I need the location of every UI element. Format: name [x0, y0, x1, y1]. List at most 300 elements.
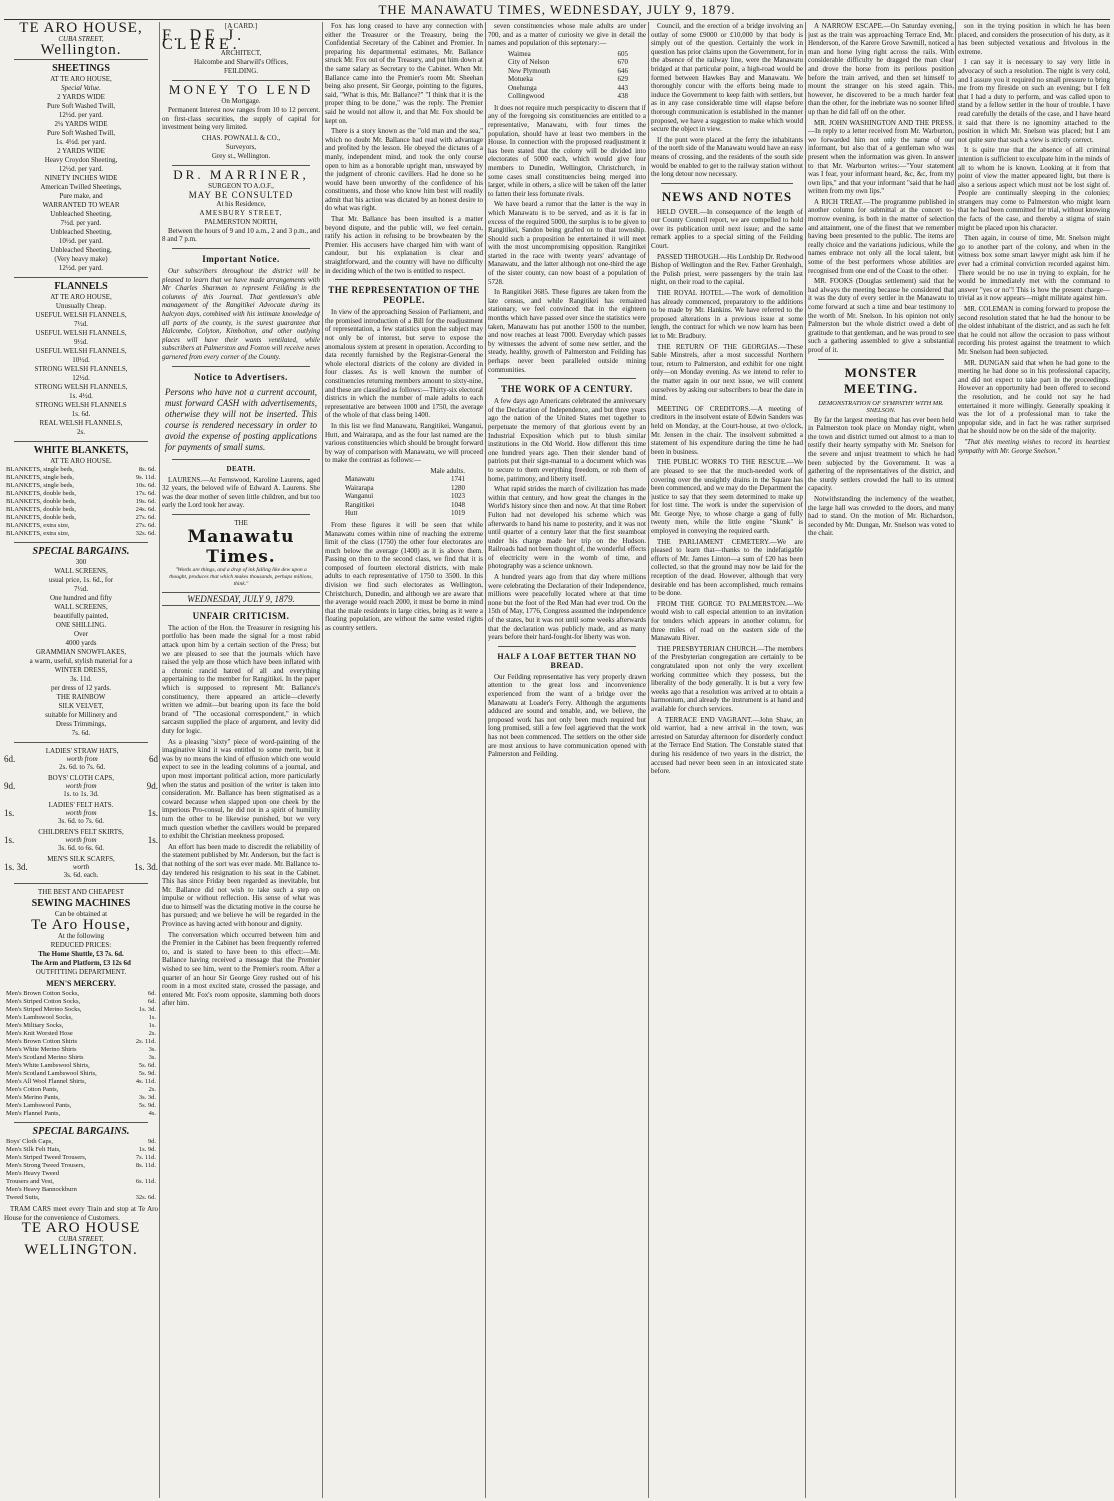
item-name: BLANKETS, single beds, [6, 466, 74, 473]
price-row [4, 1038, 158, 1046]
news-item: PASSED THROUGH.—His Lordship Dr. Redwood Bishop of Wellington and the Rev. Father Grenhalgh, the Polish priest, were passengers by the train last night, on their road to the capital. [651, 252, 803, 287]
ad-line: USEFUL WELSH FLANNELS, [35, 311, 127, 319]
price-desc [28, 855, 134, 879]
money-sub: On Mortgage. [221, 97, 261, 105]
ad-line: One hundred and fifty [49, 594, 112, 602]
ad-line: NINETY INCHES WIDE [44, 174, 118, 182]
article-paragraph: son in the trying position in which he has been placed, and considers the prosecution of his duty, as it has been subjected vexatious and frivolous in the extreme. [958, 22, 1110, 56]
item-name: Men's Merino Pants, [6, 1094, 60, 1101]
ad-line: Unusually Cheap. [55, 302, 107, 310]
divider [14, 441, 148, 442]
divider [172, 514, 310, 515]
price-row [4, 1094, 158, 1102]
news-item: MR. JOHN WASHINGTON AND THE PRESS.—In reply to a letter received from Mr. Warburton, we forwarded him not only the name of our informant, but also that of a gentleman who was present when the information was given. In answer to that Mr. Warburton writes:—"Your statement was I fear, your informant heard, &c, &c, from my own lips," and that your informant "said that he had written from my own lips." [808, 118, 954, 196]
price-row [4, 1170, 158, 1178]
editorial-paragraph: The action of the Hon. the Treasurer in resigning his portfolio has been made the signal for a most rabid attack upon him by a certain section of the Press; but we are pleased to see that the journals which have raised the yelp are those which have been inflated with a chronic rancid hatred of all and everything appertaining to the member for Rangitikei. In the paper which is supposed to represent Mr. Ballance's constituency, there appeared an article—cleverly written we admit—but bearing upon its face the bold brand of "The occasional correspondent," in which sarcasm supplied the place of argument, and levity did duty for logic. [162, 623, 320, 735]
ad-line: 2 YARDS WIDE [57, 93, 105, 101]
price-row [4, 1014, 158, 1022]
price-range: 3s. 6d. to 7s. 6d. [58, 817, 104, 825]
price-left: 1s. [4, 808, 15, 818]
table-cell-name: City of Nelson [508, 58, 550, 67]
price-worth: worth from [65, 809, 97, 817]
table-cell-value: 1741 [451, 475, 465, 484]
money-to-lend-ad [162, 82, 320, 161]
machines-line-8: The Arm and Platform, £3 12s 6d [31, 959, 131, 967]
death-notice: LAURENS.—At Fernswood, Karoline Laurens, aged 32 years, the beloved wife of Edward A. Laurens. She was the dear mother of seven little children, and but too early the Lord took her away. [162, 475, 320, 510]
ad-line: GRAMMIAN SNOWFLAKES, [35, 648, 127, 656]
item-price: 2s. [148, 1030, 156, 1037]
column-6 [808, 22, 954, 1498]
item-name: Men's Brown Cotton Socks, [6, 990, 80, 997]
table-cell-value: 1023 [451, 492, 465, 501]
ad-line: 1s. 4½d. per yard. [55, 138, 107, 146]
table-row [345, 501, 465, 510]
article-paragraph: In Rangitikei 3685. These figures are taken from the late census, and while Rangitikei has remained stationary, we feel convinced that in the eighteen months which have passed over since the statistics were taken, Manawatu has put another 1500 to the number, and now reaches at least 7000. Everyday which passes by witnesses the advent of some new settler, and the steady, healthy, growth of Palmerston and Feilding has perhaps never been paralleled outside mining communities. [488, 288, 646, 374]
ad-line: 7½d. per yard. [60, 219, 102, 227]
ad-line: Dress Trimmings, [55, 720, 107, 728]
divider [335, 279, 473, 280]
divider [14, 59, 148, 60]
price-left: 9d. [4, 781, 16, 791]
price-desc [14, 801, 147, 825]
card-label: [A CARD.] [224, 22, 258, 30]
news-item: THE RETURN OF THE GEORGIAS.—These Sable Minstrels, after a most successful Northern tour, return to Palmerston, and exhibit for one night only—on Monday evening. As we intend to refer to the matter again in our next issue, we will content ourselves by asking our subscribers to bear the date in mind. [651, 342, 803, 403]
price-name: LADIES' FELT HATS. [48, 801, 114, 809]
sheetings-title: SHEETINGS [52, 63, 110, 74]
flag-the: THE [234, 518, 248, 527]
newspaper-flag [162, 519, 320, 588]
item-price: 3s. [148, 1046, 156, 1053]
price-desc [14, 828, 147, 852]
item-name: Men's Brown Cotton Shirts [6, 1038, 78, 1045]
table-cell-name: Rangitikei [345, 500, 375, 509]
hat-price-row [4, 801, 158, 825]
item-name: Men's Lambswool Socks, [6, 1014, 73, 1021]
ad-line: ONE SHILLING. [55, 621, 107, 629]
ad-line: per dress of 12 yards. [50, 684, 112, 692]
price-row [4, 1078, 158, 1086]
ad-line: WALL SCREENS, [54, 603, 108, 611]
price-right: 1s. [147, 835, 158, 845]
news-item: THE PUBLIC WORKS TO THE RESCUE.—We are pleased to see that the much-needed work of covering over the unsightly drains in the Square has been commenced, and we may do the Department the justice to say that they seem determined to make up for lost time. The work is under the supervision of Mr. George Nye, to whose charge a gang of fully twenty men, while the little engine "Skunk" is employed in conveying the required earth. [651, 458, 803, 536]
item-name: BLANKETS, extra size, [6, 522, 70, 529]
ad-line: Pure Soft Washed Twill, [47, 102, 115, 110]
item-price: 9d. [147, 1138, 156, 1145]
tram-notice: TRAM CARS meet every Train and stop at Te Aro House for the convenience of Customers. [4, 1205, 158, 1222]
item-name: Men's Lambswool Pants, [6, 1102, 72, 1109]
price-name: BOYS' CLOTH CAPS, [47, 774, 115, 782]
price-desc [15, 747, 149, 771]
doctor-town: PALMERSTON NORTH, [204, 217, 278, 226]
te-aro-house-header [4, 22, 158, 58]
item-name: BLANKETS, double beds, [6, 490, 77, 497]
item-price: 10s. 6d. [135, 482, 156, 489]
item-price: 7s. 11d. [135, 1154, 156, 1161]
divider [818, 359, 944, 360]
money-address: Grey st., Wellington. [211, 151, 271, 160]
ad-line: Pure Soft Washed Twill, [47, 129, 115, 137]
article-paragraph: There is a story known as the "old man and the sea," which no doubt Mr. Ballance had read with advantage and profited by the lesson. He obeyed the dictates of a manly, independent mind, and took the only course open to him as a honorable upright man, unswayed by the judgment of chronic cavillers. Had he done so he would have been unworthy of the confidence of his constituents, and those who know him best will readily admit that his action was dictated by an honest desire to do what was right. [325, 127, 483, 213]
ad-line: Unbleached Sheeting, [50, 246, 112, 254]
item-name: BLANKETS, double beds, [6, 506, 77, 513]
ad-line: USEFUL WELSH FLANNELS, [35, 329, 127, 337]
table-row [345, 484, 465, 493]
table-row [508, 75, 628, 84]
table-row [345, 492, 465, 501]
price-row [4, 474, 158, 482]
ad-line: a warm, useful, stylish material for a [29, 657, 133, 665]
representation-title: THE REPRESENTATION OF THE PEOPLE. [328, 285, 480, 306]
item-name: Men's Strong Tweed Trousers, [6, 1162, 85, 1169]
article-paragraph: From these figures it will be seen that while Manawatu comes within nine of reaching the extreme limit of the class (1750) the other four electorates are much below the average (1400) as it is above them. Passing on then to the second class, we find that it is composed of fourteen electoral districts, with male adults to each representative of 1750 to 3500. In this division we find such electorates as Wellington, Christchurch, Dunedin, and although we are aware that the average would reach 2000, it must be borne in mind that the male residents in large cities, being as it were a floating population, are without the same vested rights as country settlers. [325, 520, 483, 633]
price-row [4, 1186, 158, 1194]
price-row [4, 1194, 158, 1202]
card-address: Halcombe and Sharwill's Offices, [193, 58, 289, 66]
table-cell-name: Onehunga [508, 83, 537, 92]
table-row [508, 84, 628, 93]
column-rule [485, 22, 486, 1498]
doctor-street: AMESBURY STREET, [199, 208, 283, 217]
item-name: Men's Striped Merino Socks, [6, 1006, 82, 1013]
price-row [4, 1102, 158, 1110]
table-cell-value: 646 [617, 66, 628, 75]
table-row [508, 58, 628, 67]
article-paragraph: That Mr. Ballance has been insulted is a matter beyond dispute, and the public will, we feel certain, ratify his action in refusing to be browbeaten by the Premier. His accusers have charged him with want of candour, but his explanation is clear and straightforward, and the country will have no difficulty in deciding which of the two is entitled to respect. [325, 215, 483, 275]
flag-motto: "Words are things, and a drop of ink falling like dew upon a thought, produces that which makes thousands, perhaps millions, think." [169, 566, 313, 587]
price-range: 1s. to 1s. 3d. [63, 790, 99, 798]
news-item: A RICH TREAT.—The programme published in another column for submittal at the concert to-morrow evening, is both in the matter of selection and attainment, one of the finest that we remember having been presented to the public. The items are really choice and the variations judicious, while the names embrace not only all the local talent, but some of the best performers whose abilities are recognised from one end of the Coast to the other. [808, 197, 954, 275]
card-name: F. DE J. CLERE. [162, 27, 246, 53]
ad-line: Pure make, and [59, 192, 103, 200]
ad-line: Unbleached Sheeting, [50, 210, 112, 218]
price-right: 1s. [147, 808, 158, 818]
price-worth: worth [72, 863, 90, 871]
item-price: 9s. 11d. [135, 474, 156, 481]
news-item: FROM THE GORGE TO PALMERSTON.—We would wish to call especial attention to an invitation for tenders which appears in another column, for three miles of road on the eastern side of the Manawatu River. [651, 599, 803, 643]
divider [14, 742, 148, 743]
price-row [4, 1070, 158, 1078]
item-price: 2s. 11d. [135, 1038, 156, 1045]
divider [498, 646, 636, 647]
table-cell-name: New Plymouth [508, 66, 551, 75]
item-price: 8s. 11d. [135, 1162, 156, 1169]
money-role: Surveyors, [225, 142, 257, 151]
price-right: 6d [149, 754, 158, 764]
article-paragraph: Council, and the erection of a bridge involving an outlay of some £9000 or £10,000 by that body is simply out of the question. Certainly the work in question has prior claims upon the Government, for in the absence of the railway line, were the Manawatu bridged at that particular point, a high-road would be formed between Hawkes Bay and Manawatu. We thoroughly concur with the efforts being made to induce the Government to keep faith with settlers, but as in any case considerable time will elapse before thorough communication is established in the manner proposed, we have a suggestion to make which would secure the object in view. [651, 22, 803, 134]
item-name: Men's Knit Worsted Hose [6, 1030, 73, 1037]
price-left: 1s. [4, 835, 15, 845]
article-paragraph: I can say it is necessary to say very little in advocacy of such a resolution. The night is very cold, and I assure you it required no small pressure to bring me from my fireside on such an evening; but I felt that I had a duty to perform, and was called upon to stand by a fellow settler in the hour of trouble. I have read carefully the details of the case, and I have heard it said that there is no ignominy attached to the position in which Mr. Snelson was placed; but I am not quite sure that such a view is strictly correct. [958, 58, 1110, 144]
price-row [4, 506, 158, 514]
article-paragraph: Fox has long ceased to have any connection with either the Treasurer or the Treasury, being the Confidential Secretary of the Cabinet and Premier. In preparing his departmental estimates, Mr. Ballance struck Mr. Fox out of the Treasury, and put him down at the same salary as Secretary to the Cabinet. When Mr. Ballance came into the Premier's room Mr. Sheehan being also present, Sir George, pointing to the figures, said, "What is this, Mr. Ballance?" "I think that it is the proper thing to be done," was the reply. The Premier said he would not allow it, and that Mr. Fox should be kept on. [325, 22, 483, 125]
item-name: Men's Military Socks, [6, 1022, 64, 1029]
news-item: THE PARLIAMENT CEMETERY.—We are pleased to learn that—thanks to the indefatigable efforts of Mr. James Linton—a sum of £20 has been collected, so that the ground may now be laid for the reception of the dead. However, although that very desirable end has been accomplished, much remains to be done. [651, 537, 803, 598]
article-paragraph: In view of the approaching Session of Parliament, and the promised introduction of a Bill for the readjustment of representation, a few statistics upon the subject may not only be of interest, but serve to expose the anomalous system at present in operation. According to data recently furnished by the Registrar-General the whole electoral districts of the colony are divided in four classes. As is well known the number of constituencies returning members amount to sixty-nine, and these are classified as follows:—Thirty-six electoral districts in which the number of male adults to each representative are between 1000 and 1750, the average of the whole of that class being 1400. [325, 308, 483, 420]
column-5 [651, 22, 803, 1498]
price-row [4, 1086, 158, 1094]
ad-line: REAL WELSH FLANNELS, [39, 419, 123, 427]
bargains2-price-list [4, 1138, 158, 1202]
footer-city: WELLINGTON. [24, 1242, 138, 1259]
article-paragraph: A few days ago Americans celebrated the anniversary of the Declaration of Independence, and but three years ago the nation of the United States met together to perpetuate the memory of that glorious event by an Industrial Exposition which put to blush similar institutions in the Old World. How different this time one hundred years ago. Then their slender band of patriots put their sign-manual to a document which was to secure to them everything freedom, or rob them of home, patrimony, and liberty itself. [488, 397, 646, 483]
machines-line-7: The Home Shuttle, £3 7s. 6d. [38, 950, 124, 958]
item-name: BLANKETS, single beds, [6, 474, 74, 481]
article-paragraph: It does not require much perspicacity to discern that if any of the foregoing six constituencies are entitled to a representative, Manawatu, with four times the population, should have at least two members in the House. In connection with the proposed readjustment it has been stated that the colony will be divided into electorates of 5000 each, which would give four members to Dunedin, Wellington, Christchurch, in some cases small constituencies being merged into larger, while in others, a slice will be taken off the latter to fatten their less fortunate rivals. [488, 103, 646, 198]
blankets-price-list [4, 466, 158, 538]
item-price: 5s. 6d. [138, 1062, 156, 1069]
column-rule [805, 22, 806, 1498]
ad-line: beautifully painted, [53, 612, 109, 620]
flannels-title: FLANNELS [54, 281, 108, 292]
doctor-consult: MAY BE CONSULTED [188, 189, 294, 200]
machines-line-9: OUTFITTING DEPARTMENT. [35, 968, 127, 976]
news-item: A TERRACE END VAGRANT.—John Shaw, an old warrior, had a new arrival in the town, was arrested on Saturday afternoon for disorderly conduct at the Terrace End Station. The Constable stated that during his residence of two years in the district, the accused had never been seen in an intoxicated state before. [651, 715, 803, 776]
table-row [345, 509, 465, 518]
column-rule [648, 22, 649, 1498]
article-paragraph: Then again, in course of time, Mr. Snelson might go to another part of the colony, and when in the witness box some smart lawyer might ask him if he ever had a criminal conviction recorded against him. There would be no use in trying to explain, for he would be immediately met with the command to answer "yes or no"! This is how the present charge—trivial as it now appears—might militate against him. [958, 234, 1110, 303]
ad-line: 9½d. [74, 338, 88, 346]
ad-line: 2¼ YARDS WIDE [54, 120, 108, 128]
table-cell-value: 670 [617, 58, 628, 67]
ad-line: 12½d. per yard. [58, 111, 104, 119]
monster-meeting-subtitle: DEMONSTRATION OF SYMPATHY WITH MR. SNELSON. [818, 399, 944, 414]
ad-line: 12½d. per yard. [58, 165, 104, 173]
item-price: 5s. 9d. [138, 1070, 156, 1077]
item-name: Boys' Cloth Caps, [6, 1138, 53, 1145]
ad-line: STRONG WELSH FLANNELS [35, 401, 127, 409]
work-of-century-title: THE WORK OF A CENTURY. [501, 384, 633, 395]
table-cell-value: 1048 [451, 500, 465, 509]
price-row [4, 482, 158, 490]
divider [172, 80, 310, 81]
mercery-ad [4, 979, 158, 988]
price-row [4, 1030, 158, 1038]
divider [661, 183, 793, 184]
price-desc [15, 774, 147, 798]
price-worth: worth from [65, 836, 97, 844]
column-2 [162, 22, 320, 1498]
item-name: Men's Flannel Pants, [6, 1110, 61, 1117]
price-row [4, 490, 158, 498]
architect-card [162, 22, 320, 76]
article-paragraph: A hundred years ago from that day where millions were celebrating the Declaration of their Independence, millions were peacefully located where at that time none but the foot of the Red Man had ever trod. On the 15th of May, 1776, Congress assumed the independence of the states, but it was not until some weeks afterwards that the declaration was publicly made, and as many years before their hard-fought-for liberty was won. [488, 573, 646, 642]
item-price: 27s. 6d. [135, 522, 156, 529]
price-row [4, 1146, 158, 1154]
ad-line: Heavy Croydon Sheeting, [44, 156, 118, 164]
ad-line: 7½d. [74, 585, 88, 593]
item-price: 19s. 6d. [135, 498, 156, 505]
editorial-paragraph: An effort has been made to discredit the reliability of the statement published by Mr. Anderson, but the fact is that nothing of the sort was ever made. Mr. Ballance to-day tendered his resignation to his seat in the Cabinet. This has since Friday been regarded as inevitable, but Mr. Ballance did not wish to take such a step on impulse or without reflection. His sense of what was due to himself was the dictating motive in the course he has pursued; and we believe he will be regarded in the Province as having acted with honour and dignity. [162, 842, 320, 929]
item-price: 24s. 6d. [135, 506, 156, 513]
item-name: Men's White Merino Shirts [6, 1046, 77, 1053]
ad-line: USEFUL WELSH FLANNELS, [35, 347, 127, 355]
hat-price-row [4, 855, 158, 879]
table-row [345, 475, 465, 484]
advertisers-notice-title: Notice to Advertisers. [194, 371, 288, 382]
special-bargains-ad [4, 547, 158, 738]
blankets-title: WHITE BLANKETS, [33, 445, 129, 456]
price-worth: worth from [65, 782, 97, 790]
news-item: HELD OVER.—In consequence of the length of our County Council report, we are compelled to hold over its publication until next issue; and the same remark applies to a special sitting of the Feilding Court. [651, 207, 803, 251]
item-name: BLANKETS, single beds, [6, 482, 74, 489]
item-price: 4s. [148, 1110, 156, 1117]
item-price: 6s. 11d. [135, 1178, 156, 1185]
ad-line: Over [74, 630, 88, 638]
price-right: 9d. [146, 781, 158, 791]
death-title: DEATH. [226, 464, 256, 473]
price-row [4, 1178, 158, 1186]
ad-line: Unbleached Sheeting, [50, 228, 112, 236]
item-price: 5s. 9d. [138, 1102, 156, 1109]
footer-street: CUBA STREET, [58, 1235, 104, 1244]
price-row [4, 1006, 158, 1014]
price-row [4, 522, 158, 530]
store-title: TE ARO HOUSE, [19, 22, 143, 36]
divider [172, 366, 310, 367]
sewing-machines-ad [4, 888, 158, 977]
money-body: Permanent Interest now ranges from 10 to 12 percent. on first-class securities, the supply of capital for investment being very limited. [162, 106, 320, 132]
blankets-sub: AT TE ARO HOUSE. [50, 457, 112, 465]
machines-line-4: Te Aro House, [31, 917, 131, 933]
ad-line: 7s. 6d. [71, 729, 91, 737]
table-cell-value: 1019 [451, 509, 465, 518]
price-name: MEN'S SILK SCARFS, [47, 855, 115, 863]
ad-line: 300 [75, 558, 87, 566]
price-range: 3s. 6d. each. [63, 871, 99, 879]
divider [498, 378, 636, 379]
column-rule [955, 22, 956, 1498]
price-row [4, 498, 158, 506]
item-price: 1s. 9d. [138, 1146, 156, 1153]
machines-line-6: REDUCED PRICES: [50, 941, 112, 949]
sheetings-ad [4, 64, 158, 273]
table-cell-name: Motueka [508, 75, 533, 84]
price-row [4, 514, 158, 522]
article-paragraph: MR. DUNGAN said that when he had gone to the meeting he had done so in his professional capacity, and did not expect to take part in the proceedings. However an opportunity had been offered to second the resolution, and he could not say he had entertained it more willingly. Generally speaking it was the lot of a professional man to take the unpopular side, and in fact he was rather surprised that he should now be on the side of the majority. [958, 358, 1110, 436]
table-header: Male adults. [430, 466, 465, 475]
monster-meeting-title: MONSTER MEETING. [843, 364, 919, 396]
article-paragraph: Our Feilding representative has very properly drawn attention to the great loss and inconvenience experienced from the want of a bridge over the Manawatu at Loader's Ferry. Although the arguments adduced are sound and tenable, and, we believe, the proposed work has not only been much required but long promised, still a few feel aggrieved that the work has not been commenced. The settlers on the other side are most anxious to have communication opened with Palmerston and Feilding. [488, 672, 646, 759]
item-price: 1s. 3d. [138, 1006, 156, 1013]
resolution-quote: "That this meeting wishes to record its heartiest sympathy with Mr. George Snelson." [958, 437, 1110, 455]
ad-line: 10½d. [72, 356, 90, 364]
ad-line: WINTER DRESS, [54, 666, 108, 674]
item-price: 1s. [148, 1014, 156, 1021]
editorial-paragraph: The conversation which occurred between him and the Premier in the Cabinet has been frequently referred to, and is stated to have been to this effect:—Mr. Ballance having received a message that the Premier wished to see him, went to the Premier's room. After a quarter of an hour Sir George Grey rushed out of his room in a most excited state, crossed the passage, and entered Mr. Fox's room opposite, slamming both doors after him. [162, 930, 320, 1008]
half-loaf-title: HALF A LOAF BETTER THAN NO BREAD. [497, 651, 637, 670]
price-row [4, 1062, 158, 1070]
card-role: ARCHITECT, [220, 49, 262, 57]
table-cell-value: 443 [617, 83, 628, 92]
hat-price-row [4, 774, 158, 798]
price-row [4, 1138, 158, 1146]
machines-line-2: SEWING MACHINES [31, 898, 131, 909]
item-name: BLANKETS, double beds, [6, 498, 77, 505]
ad-line: 1s. 6d. [71, 410, 91, 418]
article-paragraph: seven constituencies whose male adults are under 700, and as a matter of curiosity we give in detail the names and population of this septenary:— [488, 22, 646, 48]
item-price: 6d. [147, 990, 156, 997]
ad-line: suitable for Millinery and [45, 711, 117, 719]
article-paragraph: We have heard a rumor that the latter is the way in which Manawatu is to be served, and as it is far in excess of the required 5000, the surplus is to be given to Rangitikei, Sandon being grafted on to that township. Should such a proposition be entertained it will meet with the most uncompromising opposition. Rangitikei started in the race with twenty years' advantage of Manawatu, and the latter although not one-third the age of the sister county, can now boast of a population of 5728. [488, 200, 646, 286]
sheetings-lines [4, 93, 158, 273]
divider [172, 165, 310, 166]
masthead-rule [4, 19, 1110, 20]
item-name: Men's Scotland Merino Shirts [6, 1054, 84, 1061]
editorial-paragraph: As a pleasing "sixty" piece of word-painting of the imaginative kind it was entitled to some merit, but it was by no means the kind of effusion which one would expect to see in the leading columns of a journal, and upon most important political action, more particularly when the status and position of the writer is taken into consideration. Mr. Ballance has been stigmatised as a coward because when slapped upon one cheek by the imperious Pro-consul, he did not in a spirit of humility turn the other to be likewise punished, but we very much question whether the cavillers would be prepared to exhibit the Christian meekness proposed. [162, 737, 320, 841]
article-paragraph: In this list we find Manawatu, Rangitikei, Wanganui, Hutt, and Wairarapa, and as the four last named are the various constituencies which should be brought forward by way of comparison with Manawatu, we will proceed to make the contrast as follows:— [325, 421, 483, 465]
mercery-title: MEN'S MERCERY. [46, 979, 116, 988]
ad-line: WALL SCREENS, [54, 567, 108, 575]
item-price: 2s. [148, 1086, 156, 1093]
article-paragraph: It is quite true that the absence of all criminal intention is sufficient to exculpate him in the minds of all to whom he is known. Looking at it from that point of view the matter appeared light, but there is also a serious aspect which must not be lost sight of. People are continually sleeping in the colonies; strangers may come to Palmerston who might learn that he had been committed for trial, without knowing the facts of the case, and thereby a stigma of stain might be placed upon his character. [958, 146, 1110, 232]
divider [14, 277, 148, 278]
price-row [4, 1054, 158, 1062]
mercery-price-list [4, 990, 158, 1118]
item-name: Men's All Wool Flannel Shirts, [6, 1078, 87, 1085]
divider [172, 459, 310, 460]
table-cell-name: Hutt [345, 509, 358, 518]
special-bargains-2-ad [4, 1127, 158, 1136]
item-name: Men's Heavy Bannockburn [6, 1186, 77, 1193]
item-name: Men's Striped Cotton Socks, [6, 998, 81, 1005]
price-range: 2s. 6d. to 7s. 6d. [59, 763, 106, 771]
price-row [4, 990, 158, 998]
ad-line: THE RAINBOW [56, 693, 106, 701]
ad-line: usual price, 1s. 6d., for [48, 576, 114, 584]
population-table [508, 50, 628, 101]
news-item: MEETING OF CREDITORS.—A meeting of creditors in the insolvent estate of Edwin Sanders was held on Monday, at the Court-house, at two o'clock, Mr. Jensen in the chair. The insolvent submitted a statement of his expenditure during the time he had been in business. [651, 404, 803, 456]
te-aro-house-footer [4, 1220, 158, 1259]
sheetings-special: Special Value. [61, 84, 101, 92]
divider [14, 1122, 148, 1123]
column-rule [322, 22, 323, 1498]
news-item: THE ROYAL HOTEL.—The work of demolition has already commenced, preparatory to the additions to be made by Mr. Hankins. We have referred to the proposed alterations in a previous issue at some length, the contract for which we now learn has been let to Mr. Bradbury. [651, 289, 803, 340]
item-name: BLANKETS, extra size, [6, 530, 70, 537]
article-paragraph: What rapid strides the march of civilization has made within that century, and how great the changes in the World's history since then and now. At that time Robert Fulton had not developed his scheme which was afterwards to hand his name to posterity, and it was not until quarter of a century later that the first steamboat under his charge made her trip on the Hudson. Railroads had not been thought of, the wonderful effects of electricity were in the womb of time, and photography was a science unknown. [488, 485, 646, 571]
table-cell-name: Wairarapa [345, 483, 374, 492]
price-left: 6d. [4, 754, 16, 764]
bargains-title: SPECIAL BARGAINS. [32, 546, 130, 557]
advertisers-notice-body: Persons who have not a current account, must forward CASH with advertisements, otherwise they will not be inserted. This course is rendered necessary in order to avoid the expense of posting applications for payments of small sums. [165, 386, 317, 452]
item-price: 1s. [148, 1022, 156, 1029]
table-cell-value: 438 [617, 92, 628, 101]
table-cell-name: Collingwood [508, 92, 545, 101]
news-and-notes-title: NEWS AND NOTES [661, 188, 793, 204]
ad-line: 1s. 4½d. [69, 392, 93, 400]
ad-line: SILK VELVET, [58, 702, 104, 710]
price-row [4, 1162, 158, 1170]
store-street: CUBA STREET, [58, 35, 104, 43]
item-price: 3s. 3d. [138, 1094, 156, 1101]
price-name: LADIES' STRAW HATS, [45, 747, 119, 755]
article-paragraph: By far the largest meeting that has ever been held in Palmerston took place on Monday night, when the town and district turned out almost to a man to testify their hearty sympathy with Mr. Snelson for the severe and unjust treatment to which he had been subjected by the Government. It was a gathering of the representatives of the district, and the sturdy settlers crowded the hall to its utmost capacity. [808, 415, 954, 493]
important-notice-title: Important Notice. [202, 253, 280, 264]
ad-line: WARRANTED TO WEAR [42, 201, 120, 209]
price-row [4, 466, 158, 474]
page-masthead: THE MANAWATU TIMES, WEDNESDAY, JULY 9, 1879. [378, 2, 736, 17]
ad-line: 4000 yards [65, 639, 97, 647]
ad-line: (Very heavy make) [54, 255, 108, 263]
ad-line: 12½d. per yard. [58, 264, 104, 272]
ad-line: 2 YARDS WIDE [57, 147, 105, 155]
table-row [508, 50, 628, 59]
item-name: Men's Silk Felt Hats, [6, 1146, 61, 1153]
item-price: 4s. 11d. [135, 1078, 156, 1085]
ad-line: 3s. 11d. [70, 675, 92, 683]
hat-price-row [4, 828, 158, 852]
news-item: A NARROW ESCAPE.—On Saturday evening, just as the train was approaching Terrace End, Mr. Henderson, of the Karere Grove Sawmill, noticed a man and horse lying right across the rails. With considerable difficulty he dragged the man clear and drove the horse from its perilous position before the train arrived, and then set himself to mount the stranger on his steed again. This, however, he discovered to be a much harder feat than the other, for the inebriate was no sooner lifted up than he did fall off on the other. [808, 22, 954, 116]
doctor-ad [162, 166, 320, 244]
